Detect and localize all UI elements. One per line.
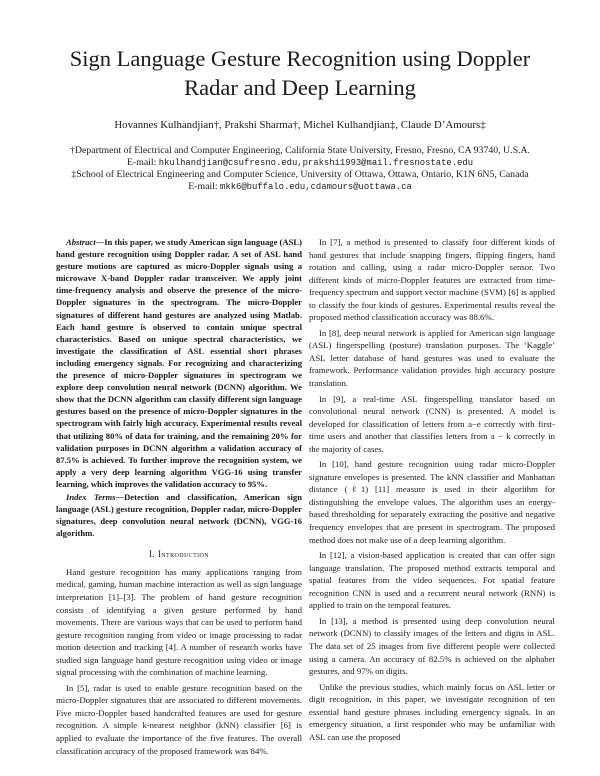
right-column <box>309 236 555 743</box>
related-work-paragraph-4: In [10], hand gesture recognition using radar micro-Doppler signature envelopes is presented. The kNN classifier and Manhattan distance (ℓ1) [11] measure is used in their algorithm for distinguishing the envelope values. The algorithm uses an energy-based thresholding for separately extracting the positive and negative frequency envelopes that are present in spectrogram. The proposed method does not make use of a deep learning algorithm. <box>309 459 555 545</box>
email-label: E-mail: <box>188 181 221 193</box>
abstract-lead: Abstract <box>66 237 96 247</box>
title-line-1: Sign Language Gesture Recognition using Doppler <box>69 46 531 71</box>
affiliation-1-address: †Department of Electrical and Computer Engineering, California State University, Fresno, Fresno, CA 93740, U.S.A. <box>70 145 530 156</box>
email-label: E-mail: <box>126 157 159 169</box>
related-work-paragraph-2: In [8], deep neural network is applied for American sign language (ASL) fingerspelling (posture) translation purposes. The ‘Kaggle’ ASL letter database of hand gestures was used to evaluate the framework. Performance validation provides high accuracy posture translation. <box>309 327 555 389</box>
intro-paragraph-2: In [5], radar is used to enable gesture recognition based on the micro-Doppler signatures that are associated to different movements. Five micro-Doppler based handcrafted features are used for gesture recognition. A simple k-nearest neighbor (kNN) classifier [6] is applied to evaluate the importance of the five features. The overall classification accuracy of the proposed framework was 84%. <box>56 682 302 756</box>
index-terms-lead: Index Terms <box>66 491 116 502</box>
related-work-paragraph-7: Unlike the previous studies, which mainly focus on ASL letter or digit recognition, in this paper, we investigate recognition of ten essential hand gesture phrases including emergency signals. In an emergency situation, a first responder who may be unfamiliar with ASL can use the proposed <box>309 681 555 742</box>
section-heading-introduction: I. Introduction <box>148 549 210 560</box>
left-column <box>56 236 302 757</box>
index-terms-text: —Detection and classification, American sign language (ASL) gesture recognition, Doppler radar, micro-Doppler signatures, deep convolution neural network (DCNN), VGG-16 algorithm. <box>56 491 302 539</box>
related-work-paragraph-3: In [9], a real-time ASL fingerspelling translator based on convolutional neural network (CNN) is presented. A model is developed for classification of letters from a−e correctly with first-time users and another that classifies letters from a − k correctly in the majority of cases. <box>309 393 555 454</box>
affiliation-2-email-line <box>40 181 560 193</box>
title-line-2: Radar and Deep Learning <box>184 75 416 100</box>
author-list: Hovannes Kulhandjian†, Prakshi Sharma†, Michel Kulhandjian‡, Claude D’Amours‡ <box>114 119 486 131</box>
affiliation-1 <box>40 145 560 170</box>
index-terms <box>56 491 302 539</box>
affiliation-2-email: mkk6@buffalo.edu,cdamours@uottawa.ca <box>220 182 412 193</box>
paper-title <box>40 44 560 102</box>
abstract-text: —In this paper, we study American sign language (ASL) hand gesture recognition using Doppler radar. A set of ASL hand gesture motions are captured as micro-Doppler signals using a microwave X-band Doppler radar transceiver. We apply joint time-frequency analysis and observe the presence of the micro-Doppler signatures in the spectrogram. The micro-Doppler signatures of different hand gestures are analyzed using Matlab. Each hand gesture is observed to contain unique spectral characteristics. Based on unique spectral characteristics, we investigate the classification of ASL essential short phrases including emergency signals. For recognizing and characterizing the presence of micro-Doppler signatures in spectrogram we explore deep convolution neural network (DCNN) algorithm. We show that the DCNN algorithm can classify different sign language gestures based on the presence of micro-Doppler signatures in the spectrogram with fairly high accuracy. Experimental results reveal that utilizing 80% of data for training, and the remaining 20% for validation purposes in DCNN algorithm a validation accuracy of 87.5% is achieved. To further improve the recognition system, we apply a very deep learning algorithm VGG-16 using transfer learning, which improves the validation accuracy to 95%. <box>56 237 302 489</box>
related-work-paragraph-5: In [12], a vision-based application is created that can offer sign language translation. The proposed method extracts temporal and spatial features from the video sequences. For spatial feature recognition CNN is used and a recurrent neural network (RNN) is applied to train on the temporal features. <box>309 550 555 611</box>
affiliation-1-email-line <box>40 157 560 169</box>
affiliation-2-address: ‡School of Electrical Engineering and Computer Science, University of Ottawa, Ottawa, Ontario, K1N 6N5, Canada <box>71 169 529 180</box>
related-work-paragraph-1: In [7], a method is presented to classify four different kinds of hand gestures that include snapping fingers, flipping fingers, hand rotation and calling, using a radar micro-Doppler sensor. Two different kinds of micro-Doppler features are extracted from time-frequency spectrum and support vector machine (SVM) [6] is applied to classify the four kinds of gestures. Experimental results reveal the proposed method classification accuracy was 88.6%. <box>309 237 555 323</box>
abstract <box>56 236 302 490</box>
intro-paragraph-1: Hand gesture recognition has many applications ranging from medical, gaming, human machine interaction as well as sign language interpretation [1]–[3]. The problem of hand gesture recognition consists of identifying a given gesture performed by hand movements. There are various ways that can be used to perform hand gesture recognition ranging from video or image processing to radar motion detection and tracking [4]. A number of research works have studied sign language hand gesture recognition using video or image signal processing with the combination of machine learning. <box>56 566 302 678</box>
affiliation-2 <box>40 169 560 194</box>
affiliation-1-email: hkulhandjian@csufresno.edu,prakshi1993@mail.fresnostate.edu <box>158 158 474 169</box>
related-work-paragraph-6: In [13], a method is presented using deep convolution neural network (DCNN) to classify images of the letters and digits in ASL. The data set of 25 images from five different people were collected using a camera. An accuracy of 82.5% is achieved on the alphabet gestures, and 97% on digits. <box>309 615 555 677</box>
